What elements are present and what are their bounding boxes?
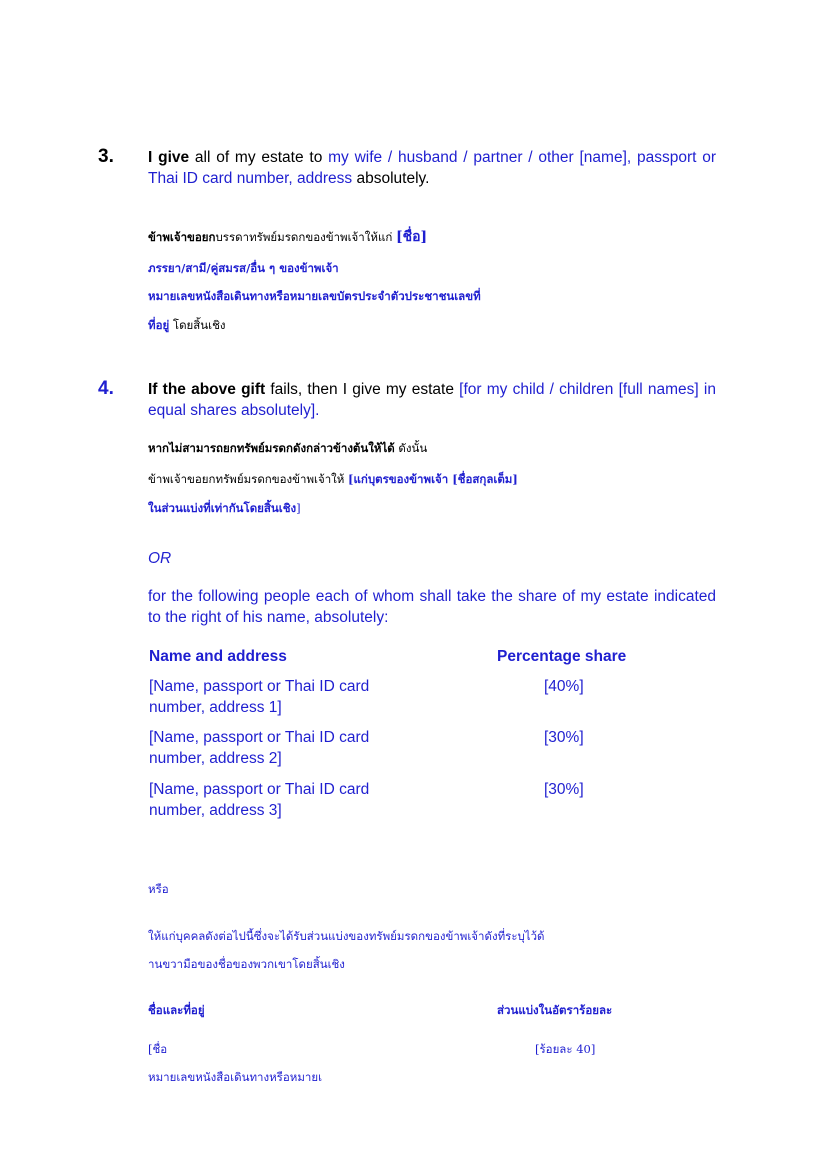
clause-4-thai-line-2 <box>148 472 518 486</box>
clause-4-children: [for my child / children [full names] in equal shares absolutely]. <box>148 381 716 419</box>
thai-table-header-share: ส่วนแบ่งในอัตราร้อยละ <box>497 1003 613 1017</box>
row-share: [30%] <box>544 729 584 746</box>
clause-3-thai-line-4 <box>148 318 226 332</box>
clause-4-lead: If the above gift <box>148 381 266 398</box>
thai-row-name-line-2: หมายเลขหนังสือเดินทางหรือหมายเ <box>148 1070 323 1084</box>
clause-3-english <box>148 147 716 189</box>
thai-text: ข้าพเจ้าขอยกทรัพย์มรดกของข้าพเจ้าให้ <box>148 472 349 486</box>
thai-lead: ข้าพเจ้าขอยก <box>148 230 216 244</box>
row-name-line-1: [Name, passport or Thai ID card <box>149 781 370 798</box>
thai-text: บรรดาทรัพย์มรดกของข้าพเจ้าให้แก่ <box>215 230 396 244</box>
clause-4-thai-line-1 <box>148 441 427 455</box>
row-name-line-1: [Name, passport or Thai ID card <box>149 678 370 695</box>
thai-name-placeholder: [ชื่อ] <box>395 229 428 245</box>
thai-row-name: [ชื่อ <box>148 1042 168 1056</box>
clause-3-text-2: absolutely. <box>352 170 430 187</box>
thai-table-header-name: ชื่อและที่อยู่ <box>148 1003 205 1017</box>
row-name-line-2: number, address 3] <box>149 802 282 819</box>
or-thai: หรือ <box>148 882 169 896</box>
following-people-thai-line-2: านขวามือของชื่อของพวกเขาโดยสิ้นเชิง <box>148 957 345 971</box>
row-share: [30%] <box>544 781 584 798</box>
table-header-name: Name and address <box>149 648 287 665</box>
table-row <box>149 779 369 821</box>
table-row <box>149 676 369 718</box>
clause-3-lead: I give <box>148 149 190 166</box>
clause-3-thai-line-1 <box>148 230 427 244</box>
or-english: OR <box>148 550 172 567</box>
thai-equal-shares: ในส่วนแบ่งที่เท่ากันโดยสิ้นเชิง <box>148 501 297 515</box>
thai-lead: หากไม่สามารถยกทรัพย์มรดกดังกล่าวข้างต้นให้ได้ <box>148 441 395 455</box>
table-header-share: Percentage share <box>497 648 627 665</box>
clause-4-english <box>148 379 716 421</box>
row-name-line-2: number, address 1] <box>149 699 282 716</box>
following-people-english: for the following people each of whom shall take the share of my estate indicated to the right of his name, absolutely: <box>148 588 716 626</box>
thai-bracket: ] <box>296 501 301 515</box>
thai-row-share: [ร้อยละ 40] <box>535 1042 596 1056</box>
clause-3-thai-line-3: หมายเลขหนังสือเดินทางหรือหมายเลขบัตรประจำตัวประชาชนเลขที่ <box>148 289 481 303</box>
clause-3-text-1: all of my estate to <box>189 149 329 166</box>
clause-3-beneficiary: my wife / husband / partner / other [name], passport or Thai ID card number, address <box>148 149 717 187</box>
thai-absolutely: โดยสิ้นเชิง <box>169 318 226 332</box>
thai-children: [แก่บุตรของข้าพเจ้า [ชื่อสกุลเต็ม] <box>348 472 518 486</box>
thai-address: ที่อยู่ <box>148 318 170 332</box>
clause-4-text-1: fails, then I give my estate <box>265 381 460 398</box>
table-row <box>149 727 369 769</box>
clause-4-number: 4. <box>98 378 114 399</box>
clause-4-thai-line-3 <box>148 501 301 515</box>
clause-3-thai-line-2: ภรรยา/สามี/คู่สมรส/อื่น ๆ ของข้าพเจ้า <box>148 261 339 275</box>
following-people-thai-line-1: ให้แก่บุคคลดังต่อไปนี้ซึ่งจะได้รับส่วนแบ่งของทรัพย์มรดกของข้าพเจ้าดังที่ระบุไว้ด้ <box>148 929 545 943</box>
row-share: [40%] <box>544 678 584 695</box>
clause-3-number: 3. <box>98 146 114 167</box>
row-name-line-1: [Name, passport or Thai ID card <box>149 729 370 746</box>
thai-text: ดังนั้น <box>394 441 428 455</box>
row-name-line-2: number, address 2] <box>149 750 282 767</box>
